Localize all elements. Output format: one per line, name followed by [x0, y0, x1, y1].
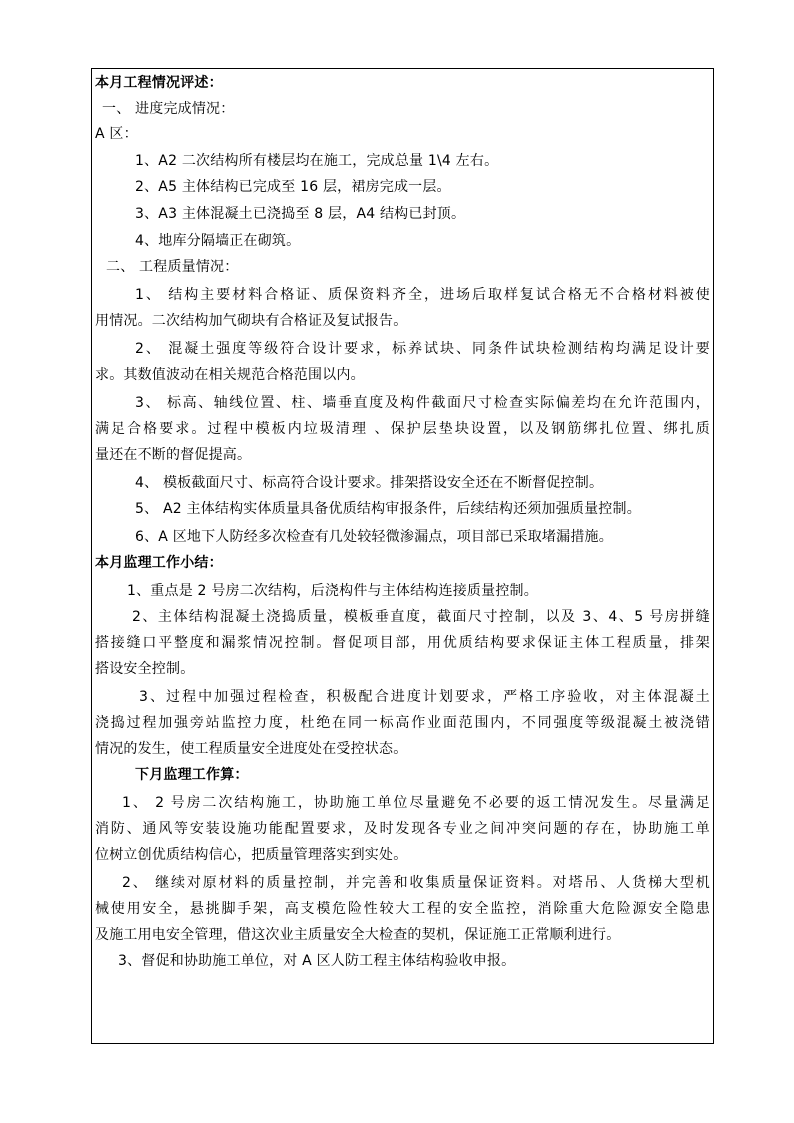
progress-item: 4、地库分隔墙正在砌筑。 — [135, 233, 301, 249]
quality-line: 求。其数值波动在相关规范合格范围以内。 — [95, 367, 365, 383]
quality-line: 2、 混凝土强度等级符合设计要求，标养试块、同条件试块检测结构均满足设计要 — [135, 341, 710, 357]
quality-line: 量还在不断的督促提高。 — [95, 447, 252, 463]
zone-label: A 区： — [95, 126, 138, 142]
quality-line: 1、 结构主要材料合格证、质保资料齐全，进场后取样复试合格无不合格材料被使 — [135, 287, 710, 303]
quality-heading: 二、 工程质量情况： — [106, 259, 239, 275]
monthly-summary-heading: 本月监理工作小结： — [95, 555, 223, 571]
summary-line: 搭设安全控制。 — [95, 661, 195, 677]
plan-line: 2、 继续对原材料的质量控制，并完善和收集质量保证资料。对塔吊、人货梯大型机 — [122, 875, 710, 891]
report-table-cell — [91, 68, 714, 1044]
summary-line: 搭接缝口平整度和漏浆情况控制。督促项目部，用优质结构要求保证主体工程质量，排架 — [95, 635, 710, 651]
summary-line: 情况的发生，使工程质量安全进度处在受控状态。 — [95, 741, 408, 757]
quality-line: 满足合格要求。过程中模板内垃圾清理 、保护层垫块设置，以及钢筋绑扎位置、绑扎质 — [95, 421, 710, 437]
progress-item: 3、A3 主体混凝土已浇捣至 8 层，A4 结构已封顶。 — [135, 206, 466, 222]
next-month-plan-heading: 下月监理工作算： — [135, 767, 249, 783]
quality-line: 4、 模板截面尺寸、标高符合设计要求。排架搭设安全还在不断督促控制。 — [135, 475, 604, 491]
summary-line: 浇捣过程加强旁站监控力度，杜绝在同一标高作业面范围内，不同强度等级混凝土被浇错 — [95, 715, 710, 731]
quality-line: 3、 标高、轴线位置、柱、墙垂直度及构件截面尺寸检查实际偏差均在允许范围内， — [135, 395, 710, 411]
quality-line: 5、 A2 主体结构实体质量具备优质结构审报条件，后续结构还须加强质量控制。 — [135, 501, 641, 517]
summary-line: 1、重点是 2 号房二次结构，后浇构件与主体结构连接质量控制。 — [127, 583, 538, 599]
quality-line: 6、A 区地下人防经多次检查有几处较轻微渗漏点，项目部已采取堵漏措施。 — [135, 529, 613, 545]
plan-line: 消防、通风等安装设施功能配置要求，及时发现各专业之间冲突问题的存在，协助施工单 — [95, 821, 710, 837]
summary-line: 2、主体结构混凝土浇捣质量，模板垂直度，截面尺寸控制，以及 3、4、5 号房拼缝 — [132, 609, 710, 625]
summary-line: 3、过程中加强过程检查，积极配合进度计划要求，严格工序验收，对主体混凝土 — [139, 689, 710, 705]
plan-line: 1、 2 号房二次结构施工，协助施工单位尽量避免不必要的返工情况发生。尽量满足 — [122, 795, 710, 811]
plan-line: 位树立创优质结构信心，把质量管理落实到实处。 — [95, 847, 408, 863]
progress-item: 1、A2 二次结构所有楼层均在施工，完成总量 1\4 左右。 — [135, 153, 499, 169]
progress-item: 2、A5 主体结构已完成至 16 层，裙房完成一层。 — [135, 179, 451, 195]
plan-line: 及施工用电安全管理，借这次业主质量安全大检查的契机，保证施工正常顺利进行。 — [95, 927, 621, 943]
monthly-review-heading: 本月工程情况评述： — [95, 75, 223, 91]
plan-line: 3、督促和协助施工单位，对 A 区人防工程主体结构验收申报。 — [118, 953, 516, 969]
quality-line: 用情况。二次结构加气砌块有合格证及复试报告。 — [95, 313, 408, 329]
progress-heading: 一、 进度完成情况： — [102, 101, 235, 117]
plan-line: 械使用安全，悬挑脚手架，高支模危险性较大工程的安全监控，消除重大危险源安全隐患 — [95, 901, 710, 917]
